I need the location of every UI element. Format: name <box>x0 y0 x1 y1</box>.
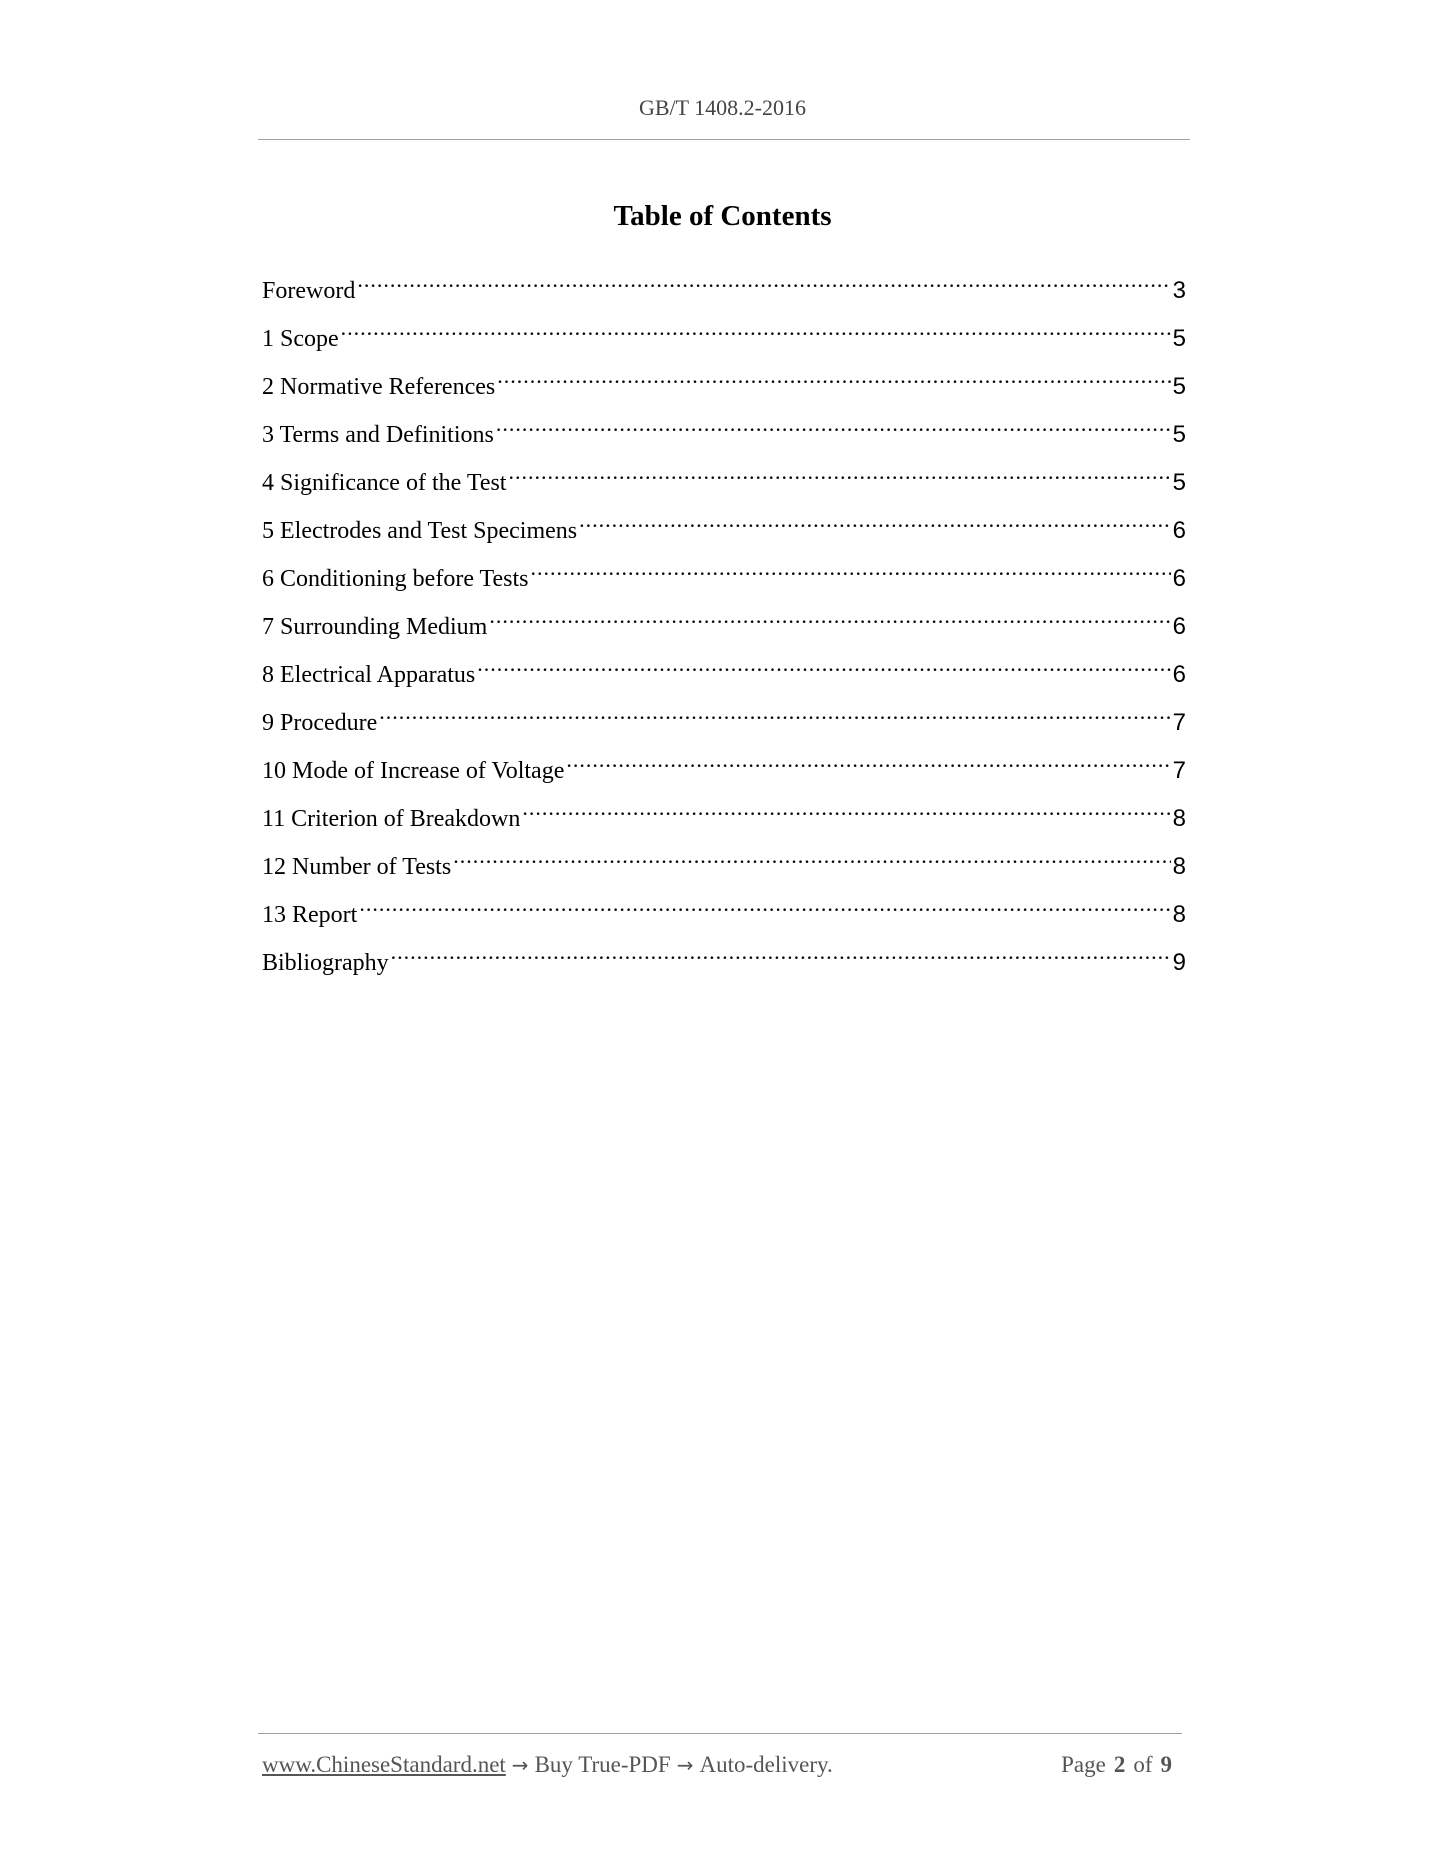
toc-entry-page: 6 <box>1172 661 1186 688</box>
toc-entry-page: 6 <box>1172 517 1186 544</box>
toc-entry-label: 13 Report <box>262 902 358 928</box>
dot-leader <box>379 694 1170 730</box>
toc-entry-criterion-of-breakdown[interactable] <box>262 790 1186 838</box>
toc-entry-label: 7 Surrounding Medium <box>262 614 488 640</box>
toc-entry-page: 8 <box>1172 901 1186 928</box>
total-pages-number: 9 <box>1160 1752 1172 1777</box>
toc-entry-electrodes-and-specimens[interactable] <box>262 502 1186 550</box>
page-footer <box>262 1752 1180 1778</box>
toc-entry-page: 8 <box>1172 853 1186 880</box>
toc-entry-conditioning-before-tests[interactable] <box>262 550 1186 598</box>
toc-entry-label: 8 Electrical Apparatus <box>262 662 476 688</box>
current-page-number: 2 <box>1113 1752 1126 1777</box>
document-code-header: GB/T 1408.2-2016 <box>638 95 807 120</box>
auto-delivery-text: Auto-delivery. <box>699 1752 833 1777</box>
toc-entry-page: 8 <box>1172 805 1186 832</box>
dot-leader <box>341 310 1171 346</box>
toc-entry-electrical-apparatus[interactable] <box>262 646 1186 694</box>
toc-entry-label: Foreword <box>262 278 356 304</box>
toc-entry-label: 2 Normative References <box>262 374 496 400</box>
footer-promo <box>262 1752 833 1778</box>
toc-entry-page: 6 <box>1172 613 1186 640</box>
dot-leader <box>497 358 1170 394</box>
buy-true-pdf-text: Buy True-PDF <box>534 1752 671 1777</box>
dot-leader <box>496 406 1171 442</box>
dot-leader <box>522 790 1170 826</box>
toc-entry-label: 1 Scope <box>262 326 339 352</box>
dot-leader <box>357 262 1170 298</box>
toc-entry-page: 7 <box>1172 709 1186 736</box>
page-word: Page <box>1061 1752 1106 1777</box>
website-link[interactable]: www.ChineseStandard.net <box>262 1752 506 1777</box>
arrow-right-icon: → <box>676 1753 694 1777</box>
header-divider <box>258 139 1190 140</box>
toc-entry-page: 5 <box>1172 373 1186 400</box>
toc-entry-page: 9 <box>1172 949 1186 976</box>
toc-entry-normative-references[interactable] <box>262 358 1186 406</box>
toc-entry-foreword[interactable] <box>262 262 1186 310</box>
toc-list <box>262 262 1186 982</box>
toc-entry-bibliography[interactable] <box>262 934 1186 982</box>
toc-entry-label: 10 Mode of Increase of Voltage <box>262 758 565 784</box>
toc-entry-page: 3 <box>1172 277 1186 304</box>
toc-entry-procedure[interactable] <box>262 694 1186 742</box>
arrow-right-icon: → <box>511 1753 529 1777</box>
toc-entry-label: 12 Number of Tests <box>262 854 452 880</box>
toc-entry-page: 5 <box>1172 421 1186 448</box>
toc-entry-label: 6 Conditioning before Tests <box>262 566 529 592</box>
dot-leader <box>477 646 1170 682</box>
dot-leader <box>566 742 1170 778</box>
toc-entry-label: 9 Procedure <box>262 710 378 736</box>
toc-entry-page: 6 <box>1172 565 1186 592</box>
toc-entry-label: 4 Significance of the Test <box>262 470 507 496</box>
dot-leader <box>579 502 1171 538</box>
toc-entry-scope[interactable] <box>262 310 1186 358</box>
toc-entry-surrounding-medium[interactable] <box>262 598 1186 646</box>
dot-leader <box>531 550 1171 586</box>
toc-entry-page: 5 <box>1172 325 1186 352</box>
toc-entry-terms-and-definitions[interactable] <box>262 406 1186 454</box>
toc-entry-label: 5 Electrodes and Test Specimens <box>262 518 578 544</box>
of-word: of <box>1133 1752 1153 1777</box>
dot-leader <box>508 454 1170 490</box>
toc-entry-significance-of-test[interactable] <box>262 454 1186 502</box>
toc-title: Table of Contents <box>613 200 832 232</box>
page-indicator <box>1061 1752 1180 1778</box>
toc-entry-mode-of-increase-of-voltage[interactable] <box>262 742 1186 790</box>
footer-divider <box>258 1733 1182 1734</box>
toc-entry-label: Bibliography <box>262 950 389 976</box>
toc-entry-label: 3 Terms and Definitions <box>262 422 494 448</box>
dot-leader <box>453 838 1170 874</box>
toc-entry-page: 7 <box>1172 757 1186 784</box>
toc-entry-report[interactable] <box>262 886 1186 934</box>
dot-leader <box>391 934 1171 970</box>
dot-leader <box>359 886 1170 922</box>
toc-entry-label: 11 Criterion of Breakdown <box>262 806 521 832</box>
dot-leader <box>489 598 1170 634</box>
toc-entry-number-of-tests[interactable] <box>262 838 1186 886</box>
toc-entry-page: 5 <box>1172 469 1186 496</box>
